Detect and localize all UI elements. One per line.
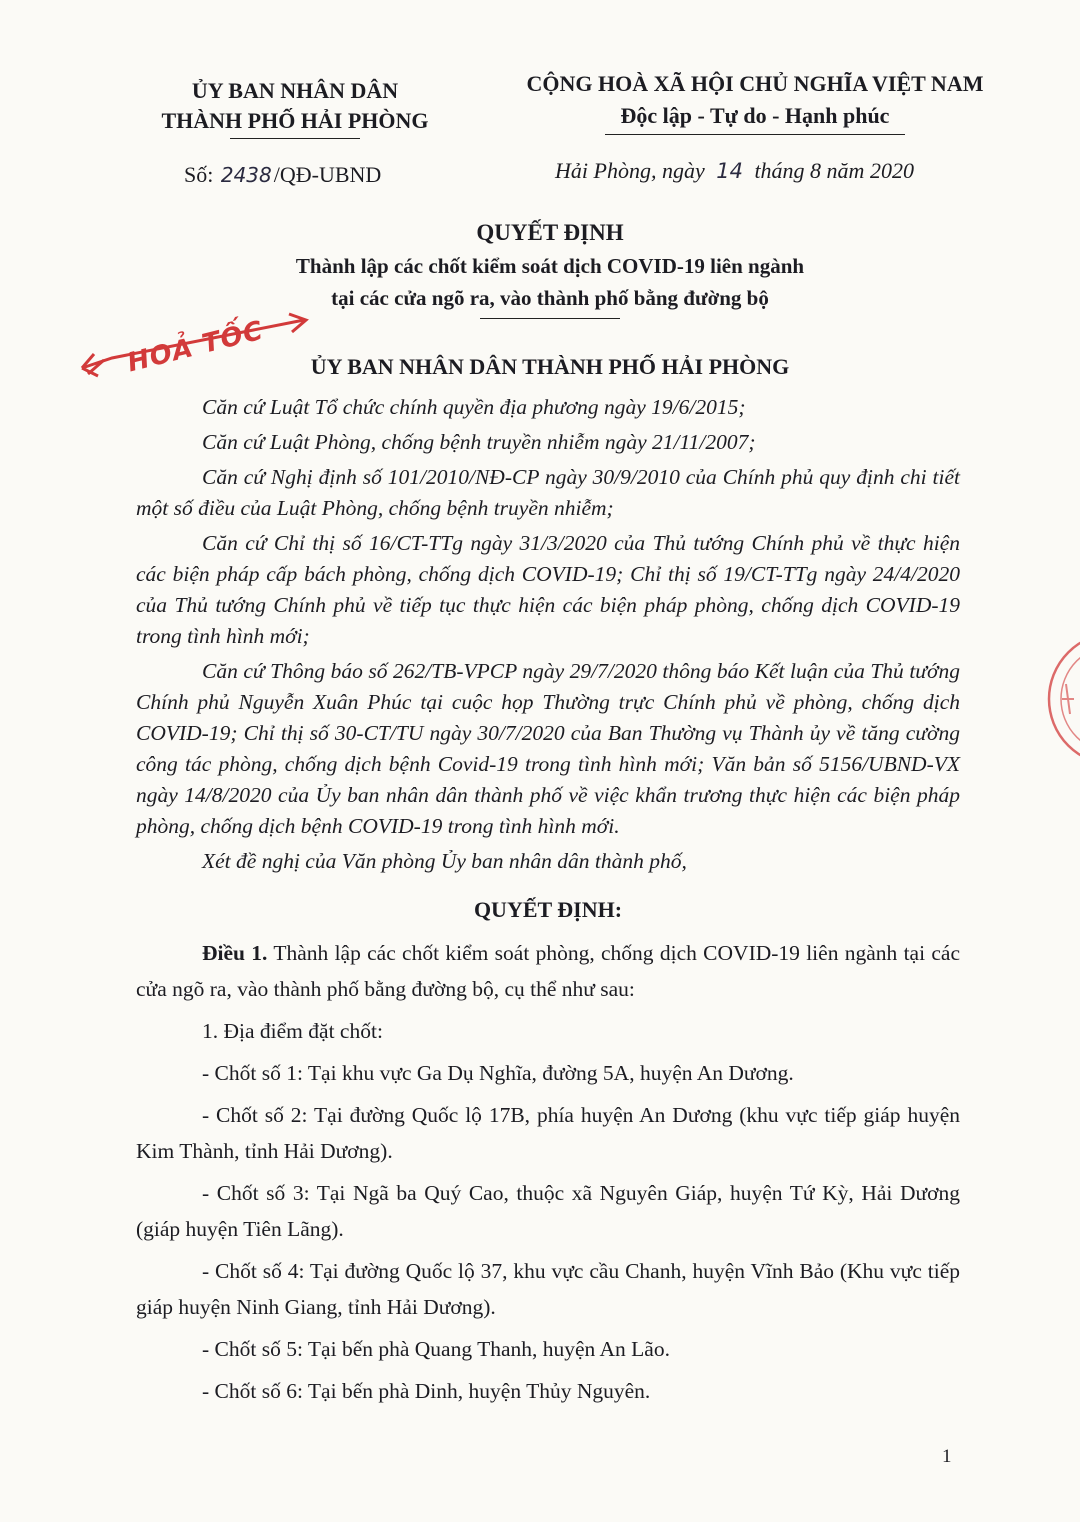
- document-date: [555, 158, 914, 184]
- decision-title: [140, 216, 960, 319]
- issuer-header: [140, 76, 450, 139]
- document-body: [136, 392, 960, 1415]
- checkpoint-4: - Chốt số 4: Tại đường Quốc lộ 37, khu vực cầu Chanh, huyện Vĩnh Bảo (Khu vực tiếp giáp huyện Ninh Giang, tỉnh Hải Dương).: [136, 1259, 960, 1319]
- location-heading: 1. Địa điểm đặt chốt:: [202, 1019, 383, 1043]
- national-header: [500, 68, 1010, 135]
- document-number: [184, 162, 381, 188]
- article-1-text: Thành lập các chốt kiểm soát phòng, chống dịch COVID-19 liên ngành tại các cửa ngõ ra, vào thành phố bằng đường bộ, cụ thể như sau:: [136, 941, 961, 1001]
- article-1-label: Điều 1.: [202, 941, 268, 965]
- title-main: QUYẾT ĐỊNH: [476, 220, 624, 245]
- issuer-line-2: THÀNH PHỐ HẢI PHÒNG: [161, 108, 429, 133]
- issuer-line-1: ỦY BAN NHÂN DÂN: [191, 78, 399, 103]
- title-sub-2: tại các cửa ngõ ra, vào thành phố bằng đường bộ: [331, 286, 769, 310]
- checkpoint-3: - Chốt số 3: Tại Ngã ba Quý Cao, thuộc xã Nguyên Giáp, huyện Tứ Kỳ, Hải Dương (giáp huyện Tiên Lãng).: [136, 1181, 960, 1241]
- national-title: CỘNG HOÀ XÃ HỘI CHỦ NGHĨA VIỆT NAM: [526, 71, 984, 96]
- motto-underline: [605, 134, 905, 135]
- title-sub-1: Thành lập các chốt kiểm soát dịch COVID-19 liên ngành: [295, 254, 805, 278]
- article-1: [136, 935, 960, 1007]
- doc-number-handwritten: 2438: [220, 163, 272, 187]
- date-suffix: tháng 8 năm 2020: [754, 158, 914, 183]
- ground-2: Căn cứ Luật Phòng, chống bệnh truyền nhiễm ngày 21/11/2007;: [202, 430, 756, 454]
- date-day-handwritten: 14: [716, 159, 743, 183]
- doc-number-prefix: Số:: [184, 162, 214, 187]
- ground-5: Căn cứ Thông báo số 262/TB-VPCP ngày 29/7/2020 thông báo Kết luận của Thủ tướng Chính phủ Nguyễn Xuân Phúc tại cuộc họp Thường trực Chính phủ về phòng, chống dịch COVID-19; Chỉ thị số 30-CT/TU ngày 30/7/2020 của Ban Thường vụ Thành ủy về tăng cường công tác phòng, chống dịch bệnh Covid-19 trong tình hình mới; Văn bản số 5156/UBND-VX ngày 14/8/2020 của Ủy ban nhân dân thành phố về việc khẩn trương thực hiện các biện pháp phòng, chống dịch bệnh COVID-19 trong tình hình mới.: [136, 659, 960, 838]
- ground-3: Căn cứ Nghị định số 101/2010/NĐ-CP ngày 30/9/2010 của Chính phủ quy định chi tiết một số điều của Luật Phòng, chống bệnh truyền nhiễm;: [136, 465, 960, 520]
- checkpoint-6: - Chốt số 6: Tại bến phà Dinh, huyện Thủy Nguyên.: [202, 1379, 651, 1403]
- checkpoint-1: - Chốt số 1: Tại khu vực Ga Dụ Nghĩa, đường 5A, huyện An Dương.: [202, 1061, 794, 1085]
- ground-4: Căn cứ Chỉ thị số 16/CT-TTg ngày 31/3/2020 của Thủ tướng Chính phủ về thực hiện các biện pháp cấp bách phòng, chống dịch COVID-19; Chỉ thị số 19/CT-TTg ngày 24/4/2020 của Thủ tướng Chính phủ về tiếp tục thực hiện các biện pháp phòng, chống dịch COVID-19 trong tình hình mới;: [136, 531, 960, 648]
- page-number: 1: [942, 1446, 952, 1467]
- checkpoint-2: - Chốt số 2: Tại đường Quốc lộ 17B, phía huyện An Dương (khu vực tiếp giáp huyện Kim Thành, tỉnh Hải Dương).: [136, 1103, 960, 1163]
- red-seal-icon: [1040, 624, 1080, 774]
- issuer-authority: ỦY BAN NHÂN DÂN THÀNH PHỐ HẢI PHÒNG: [310, 354, 790, 379]
- decision-heading: QUYẾT ĐỊNH:: [473, 897, 623, 922]
- ground-6: Xét đề nghị của Văn phòng Ủy ban nhân dân thành phố,: [202, 849, 687, 873]
- title-underline: [480, 318, 620, 319]
- urgent-stamp-text: HOẢ TỐC: [124, 315, 267, 379]
- doc-number-suffix: /QĐ-UBND: [273, 162, 382, 187]
- ground-1: Căn cứ Luật Tổ chức chính quyền địa phương ngày 19/6/2015;: [202, 395, 746, 419]
- checkpoint-5: - Chốt số 5: Tại bến phà Quang Thanh, huyện An Lão.: [202, 1337, 670, 1361]
- date-prefix: Hải Phòng, ngày: [555, 158, 705, 183]
- national-motto: Độc lập - Tự do - Hạnh phúc: [620, 103, 890, 128]
- issuer-underline: [230, 138, 360, 139]
